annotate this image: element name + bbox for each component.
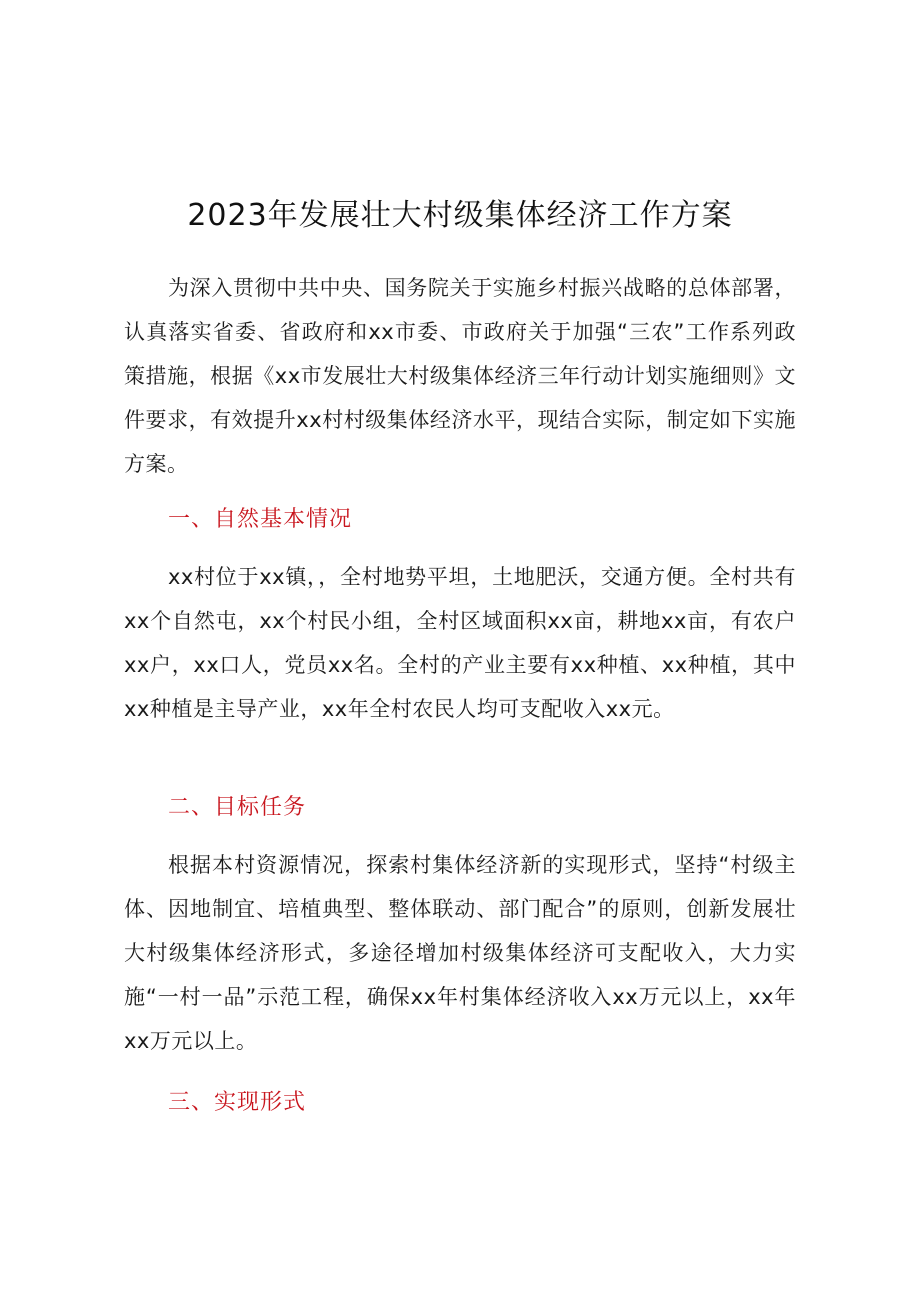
section-body-goals: 根据本村资源情况，探索村集体经济新的实现形式，坚持“村级主体、因地制宜、培植典型、整体联动、部门配合”的原则，创新发展壮大村级集体经济形式，多途径增加村级集体经济可支配收入，大力实施“一村一品”示范工程，确保xx年村集体经济收入xx万元以上，xx年xx万元以上。 (124, 853, 796, 1053)
section-heading-implementation-forms: 三、实现形式 (168, 1090, 307, 1115)
section-heading-basic-situation: 一、自然基本情况 (168, 507, 353, 532)
intro-paragraph: 为深入贯彻中共中央、国务院关于实施乡村振兴战略的总体部署，认真落实省委、省政府和xx市委、市政府关于加强“三农”工作系列政策措施，根据《xx市发展壮大村级集体经济三年行动计划实施细则》文件要求，有效提升xx村村级集体经济水平，现结合实际，制定如下实施方案。 (124, 276, 796, 476)
section-body-basic-situation: xx村位于xx镇，，全村地势平坦，土地肥沃，交通方便。全村共有xx个自然屯，xx个村民小组，全村区域面积xx亩，耕地xx亩，有农户xx户，xx口人，党员xx名。全村的产业主要有xx种植、xx种植，其中xx种植是主导产业，xx年全村农民人均可支配收入xx元。 (124, 565, 796, 721)
section-heading-goals: 二、目标任务 (168, 795, 307, 820)
document-title: 2023年发展壮大村级集体经济工作方案 (187, 198, 733, 233)
